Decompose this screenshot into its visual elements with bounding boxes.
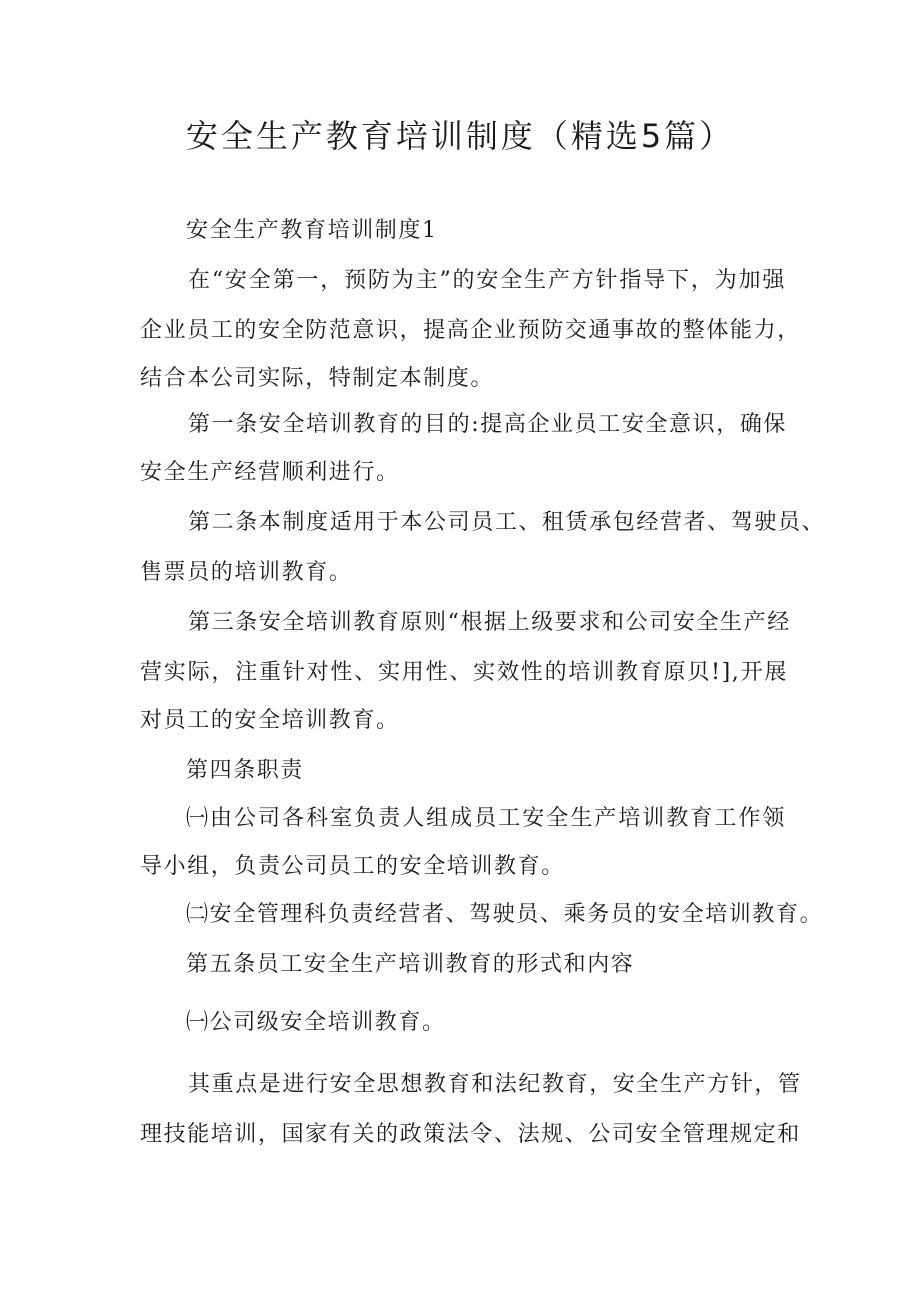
paragraph-line: 在“安全第一，预防为主”的安全生产方针指导下，为加强 — [188, 268, 786, 293]
paragraph-line: 其重点是进行安全思想教育和法纪教育，安全生产方针，管 — [188, 1072, 802, 1097]
paragraph-line: 第二条本制度适用于本公司员工、租赁承包经营者、驾驶员、 — [188, 510, 826, 535]
paragraph-line: 第三条安全培训教育原则“根据上级要求和公司安全生产经 — [188, 610, 791, 635]
paragraph-line: 对员工的安全培训教育。 — [140, 708, 400, 733]
article-heading: 第四条职责 — [186, 758, 305, 783]
paragraph-line: 第一条安全培训教育的目的:提高企业员工安全意识，确保 — [188, 412, 788, 437]
article-heading: 第五条员工安全生产培训教育的形式和内容 — [186, 952, 635, 977]
paragraph-line: 营实际，注重针对性、实用性、实效性的培训教育原贝!],开展 — [140, 660, 788, 685]
document-title: 安全生产教育培训制度（精选5篇） — [185, 117, 735, 155]
paragraph-line: 企业员工的安全防范意识，提高企业预防交通事故的整体能力， — [140, 318, 801, 343]
paragraph-line: ㈡安全管理科负责经营者、驾驶员、乘务员的安全培训教育。 — [186, 902, 824, 927]
paragraph-line: 理技能培训，国家有关的政策法令、法规、公司安全管理规定和 — [140, 1122, 801, 1147]
paragraph-line: 结合本公司实际，特制定本制度。 — [140, 366, 495, 391]
section-heading: 安全生产教育培训制度1 — [186, 218, 438, 243]
paragraph-line: 导小组，负责公司员工的安全培训教育。 — [140, 854, 565, 879]
paragraph-line: 安全生产经营顺利进行。 — [140, 460, 400, 485]
paragraph-line: ㈠由公司各科室负责人组成员工安全生产培训教育工作领 — [186, 806, 786, 831]
paragraph-line: 售票员的培训教育。 — [140, 560, 353, 585]
subsection-heading: ㈠公司级安全培训教育。 — [186, 1010, 446, 1035]
